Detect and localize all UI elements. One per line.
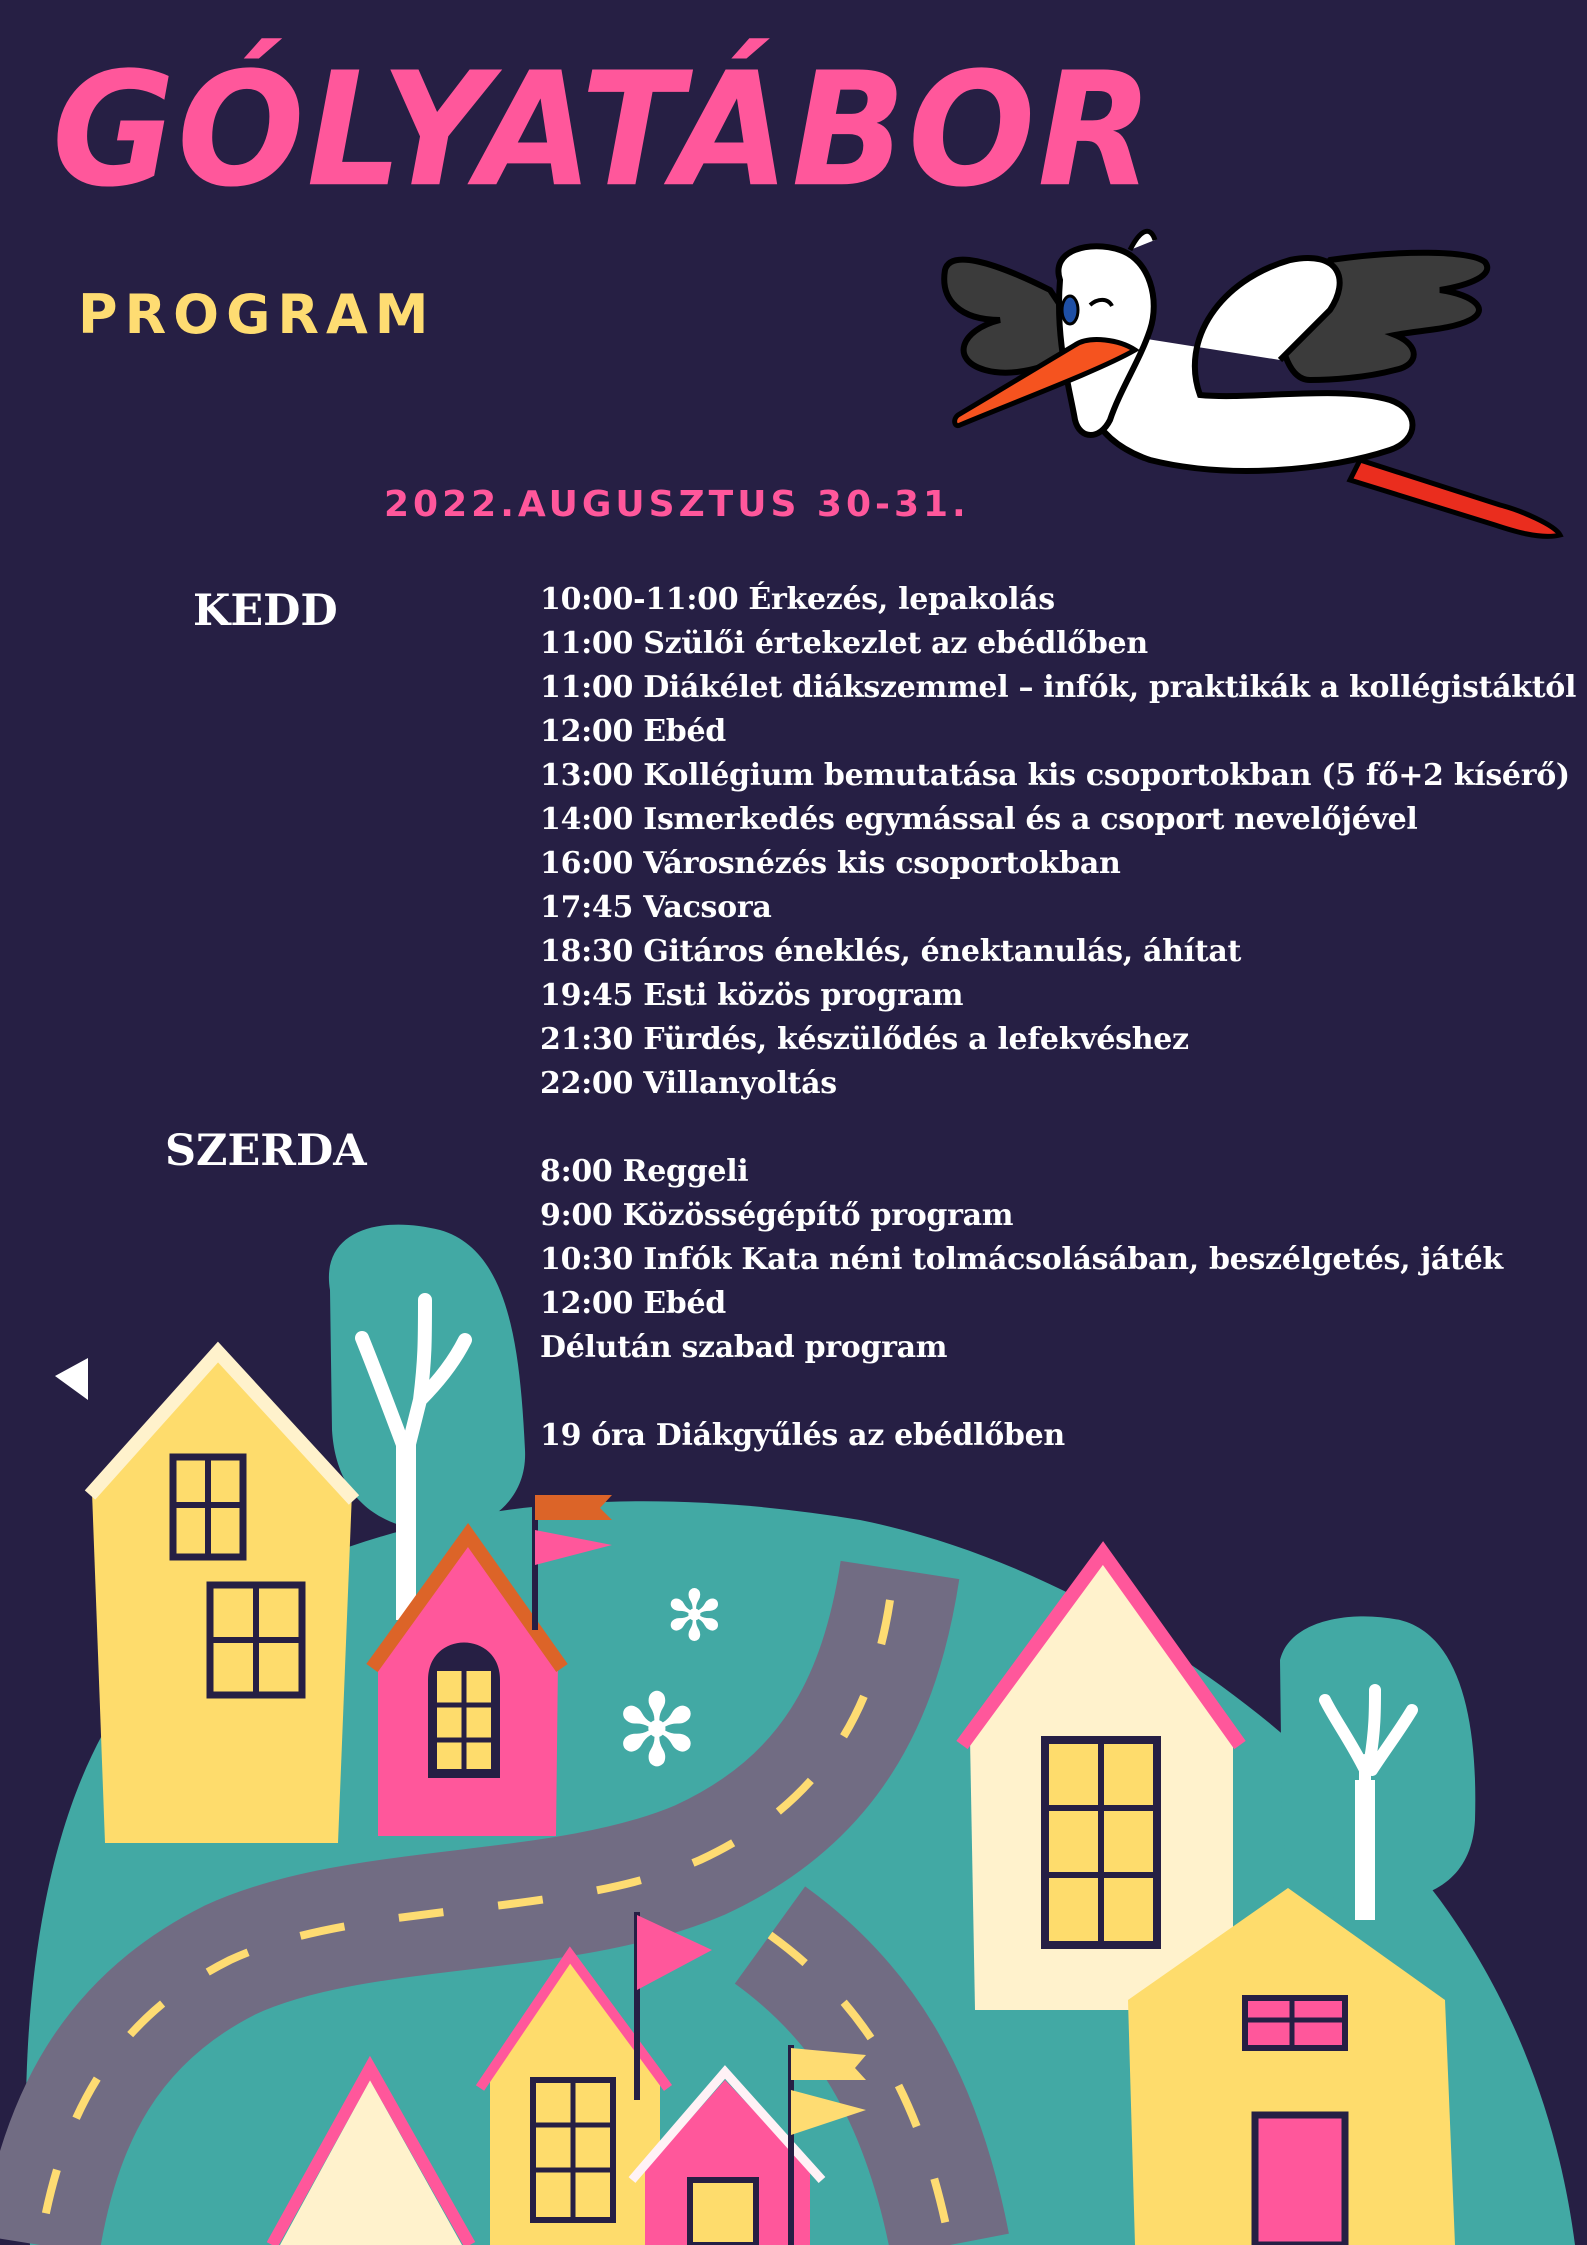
schedule-item: 19:45 Esti közös program [540, 978, 964, 1013]
schedule-item: 11:00 Diákélet diákszemmel – infók, praktikák a kollégistáktól [540, 670, 1577, 705]
schedule-item: 16:00 Városnézés kis csoportokban [540, 846, 1121, 881]
svg-text:✻: ✻ [665, 1575, 724, 1657]
schedule-item: Délután szabad program [540, 1330, 948, 1365]
schedule-item: 21:30 Fürdés, készülődés a lefekvéshez [540, 1022, 1189, 1057]
stork-eye [1062, 296, 1078, 324]
schedule-item: 9:00 Közösségépítő program [540, 1198, 1014, 1233]
poster-subtitle: PROGRAM [78, 283, 436, 346]
schedule-item: 19 óra Diákgyűlés az ebédlőben [540, 1418, 1065, 1453]
day-label-kedd: KEDD [193, 586, 338, 636]
schedule-item: 8:00 Reggeli [540, 1154, 749, 1189]
schedule-item: 22:00 Villanyoltás [540, 1066, 837, 1101]
schedule-spacer [540, 1370, 1503, 1414]
schedule-kedd [540, 578, 1576, 1106]
schedule-item: 13:00 Kollégium bemutatása kis csoportokban (5 fő+2 kísérő) [540, 758, 1570, 793]
schedule-item: 14:00 Ismerkedés egymással és a csoport nevelőjével [540, 802, 1418, 837]
schedule-item: 12:00 Ebéd [540, 714, 726, 749]
schedule-item: 10:00-11:00 Érkezés, lepakolás [540, 582, 1055, 617]
poster-title: GÓLYATÁBOR [52, 39, 1155, 223]
day-label-szerda: SZERDA [165, 1126, 367, 1176]
schedule-item: 12:00 Ebéd [540, 1286, 726, 1321]
schedule-item: 17:45 Vacsora [540, 890, 772, 925]
schedule-item: 10:30 Infók Kata néni tolmácsolásában, beszélgetés, játék [540, 1242, 1503, 1277]
stork-legs [1350, 460, 1560, 536]
schedule-item: 11:00 Szülői értekezlet az ebédlőben [540, 626, 1148, 661]
schedule-szerda [540, 1150, 1503, 1458]
svg-text:✻: ✻ [615, 1672, 699, 1789]
event-date: 2022.AUGUSZTUS 30-31. [384, 484, 970, 525]
schedule-item: 18:30 Gitáros éneklés, énektanulás, áhítat [540, 934, 1242, 969]
